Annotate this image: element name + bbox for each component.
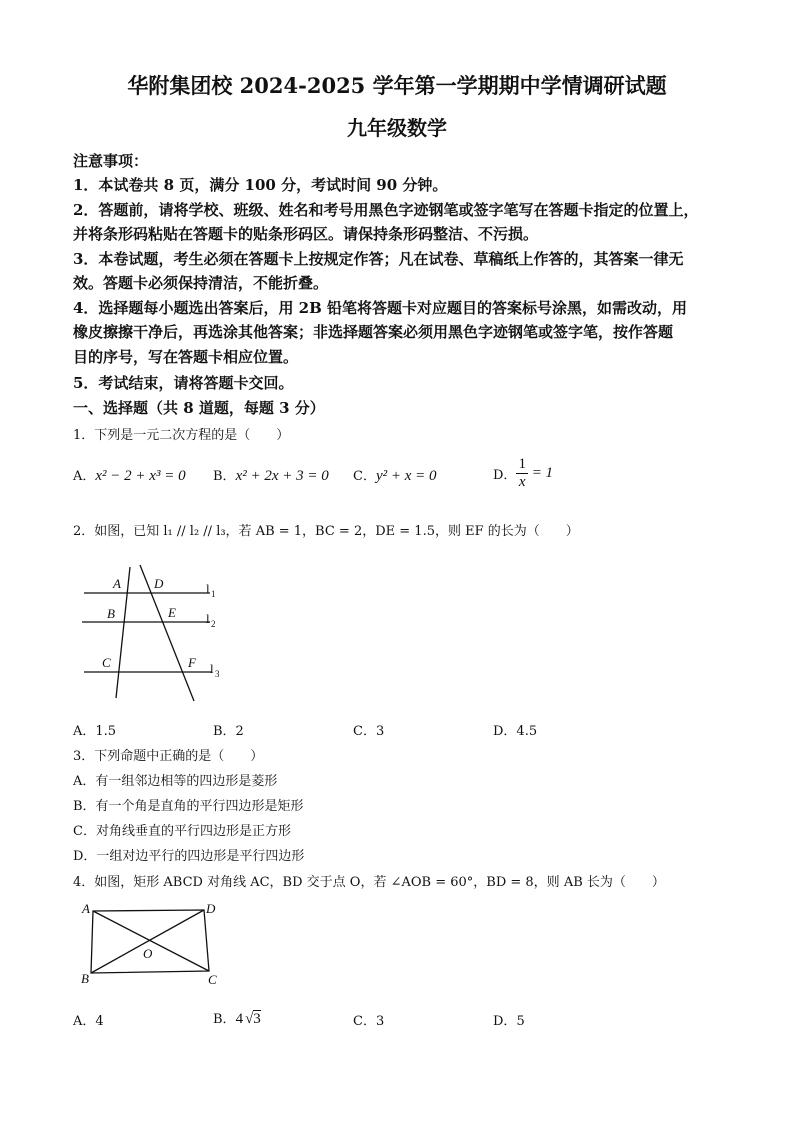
note-line: 并将条形码粘贴在答题卡的贴条形码区。请保持条形码整洁、不污损。 <box>73 225 539 243</box>
question-3-option-b: B．有一个角是直角的平行四边形是矩形 <box>73 799 304 814</box>
note-line: 4．选择题每小题选出答案后，用 2B 铅笔将答题卡对应题目的答案标号涂黑，如需改动，用 <box>73 299 688 317</box>
question-3-stem: 3．下列命题中正确的是（ ） <box>73 749 264 764</box>
question-2-figure <box>78 563 228 703</box>
question-4-stem: 4．如图，矩形 ABCD 对角线 AC，BD 交于点 O，若 ∠AOB = 60°，BD = 8，则 AB 长为（ ） <box>73 875 665 890</box>
question-4-option-c: C．3 <box>353 1014 385 1029</box>
question-1-option-d: D． $\frac{1}{x}$ = 1 <box>493 456 554 490</box>
question-4-option-b: B．4 √3 <box>213 1011 261 1027</box>
question-2-option-a: A．1.5 <box>73 724 117 739</box>
note-line: 橡皮擦擦干净后，再选涂其他答案；非选择题答案必须用黑色字迹钢笔或签字笔，按作答题 <box>73 323 674 341</box>
figure-label-o: O <box>143 946 153 961</box>
question-4-option-d: D．5 <box>493 1014 525 1029</box>
section-heading: 一、选择题（共 8 道题，每题 3 分） <box>73 399 325 417</box>
note-line: 目的序号，写在答题卡相应位置。 <box>73 348 299 366</box>
figure-label-c: C <box>208 972 217 987</box>
exam-subtitle: 九年级数学 <box>347 116 447 140</box>
figure-label-b: B <box>81 971 89 986</box>
figure-label-l1-sub: 1 <box>211 589 216 599</box>
question-2-option-d: D．4.5 <box>493 724 538 739</box>
question-3-option-a: A．有一组邻边相等的四边形是菱形 <box>73 774 278 789</box>
figure-label-l2-sub: 2 <box>211 619 216 629</box>
figure-label-e: E <box>168 605 176 620</box>
note-line: 效。答题卡必须保持清洁，不能折叠。 <box>73 274 329 292</box>
figure-label-b: B <box>107 606 115 621</box>
figure-label-l2: l <box>206 611 210 626</box>
question-4-figure <box>78 897 228 992</box>
question-4-option-a: A．4 <box>73 1014 104 1029</box>
figure-label-f: F <box>188 655 196 670</box>
figure-label-l1: l <box>206 581 210 596</box>
question-3-option-d: D．一组对边平行的四边形是平行四边形 <box>73 849 305 864</box>
question-2-option-c: C．3 <box>353 724 385 739</box>
figure-label-d: D <box>154 576 164 591</box>
figure-label-l3-sub: 3 <box>215 669 220 679</box>
figure-label-l3: l <box>210 661 214 676</box>
note-line: 3．本卷试题，考生必须在答题卡上按规定作答；凡在试卷、草稿纸上作答的，其答案一律无 <box>73 250 684 268</box>
note-line: 2．答题前，请将学校、班级、姓名和考号用黑色字迹钢笔或签字笔写在答题卡指定的位置上， <box>73 201 699 219</box>
note-line: 5．考试结束，请将答题卡交回。 <box>73 374 294 392</box>
question-1-option-b: B．x² + 2x + 3 = 0 <box>213 468 329 484</box>
notes-heading: 注意事项： <box>73 152 149 170</box>
figure-label-a: A <box>82 901 90 916</box>
question-2-option-b: B．2 <box>213 724 244 739</box>
exam-title: 华附集团校 2024-2025 学年第一学期期中学情调研试题 <box>127 73 667 98</box>
question-1-option-a: A．x² − 2 + x³ = 0 <box>73 468 186 484</box>
figure-label-d: D <box>206 901 216 916</box>
figure-label-a: A <box>113 576 121 591</box>
note-line: 1．本试卷共 8 页，满分 100 分，考试时间 90 分钟。 <box>73 176 448 194</box>
question-2-stem: 2．如图，已知 l₁ // l₂ // l₃，若 AB = 1，BC = 2，DE = 1.5，则 EF 的长为（ ） <box>73 524 579 539</box>
question-1-stem: 1．下列是一元二次方程的是（ ） <box>73 428 290 443</box>
question-3-option-c: C．对角线垂直的平行四边形是正方形 <box>73 824 291 839</box>
figure-label-c: C <box>102 655 111 670</box>
question-1-option-c: C．y² + x = 0 <box>353 468 437 484</box>
